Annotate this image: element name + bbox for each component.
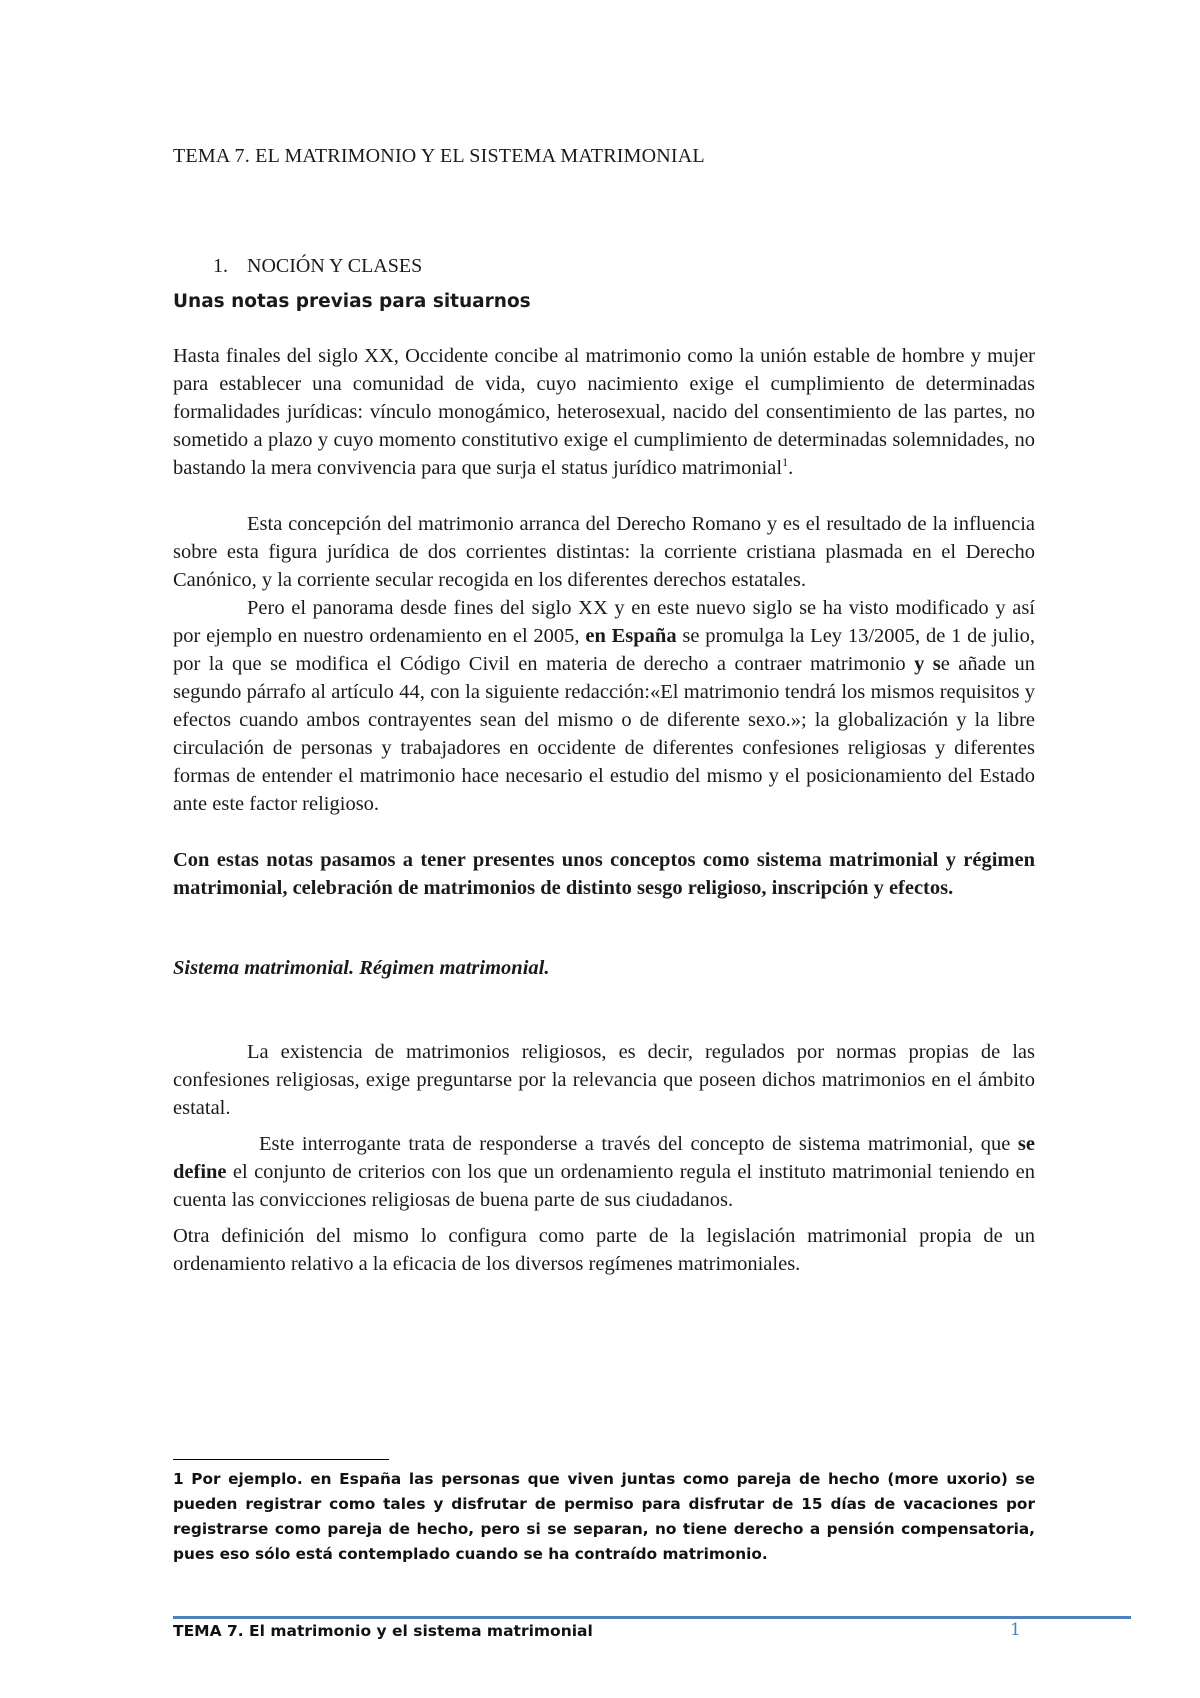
- paragraph-3-bold-1: en España: [585, 625, 677, 647]
- paragraph-5-part-2: el conjunto de criterios con los que un ordenamiento regula el instituto matrimonial teniendo en cuenta las convicciones religiosas de buena parte de sus ciudadanos.: [173, 1161, 1035, 1211]
- paragraph-3-part-1: Pero el panorama desde fines del siglo XX y en este nuevo siglo se ha visto modificado y así por ejemplo en nuestro ordenamiento en el 2005,: [173, 597, 1035, 647]
- bold-paragraph: Con estas notas pasamos a tener presentes unos conceptos como sistema matrimonial y régimen matrimonial, celebración de matrimonios de distinto sesgo religioso, inscripción y efectos.: [173, 849, 1035, 899]
- paragraph-3-part-3: e añade un segundo párrafo al artículo 44, con la siguiente redacción:«El matrimonio tendrá los mismos requisitos y efectos cuando ambos contrayentes sean del mismo o de diferente sexo.»; la globalización y la libre circulación de personas y trabajadores en occidente de diferentes confesiones religiosas y diferentes formas de entender el matrimonio hace necesario el estudio del mismo y el posicionamiento del Estado ante este factor religioso.: [173, 653, 1035, 815]
- paragraph-5-part-1: Este interrogante trata de responderse a través del concepto de sistema matrimonial, que: [259, 1133, 1018, 1155]
- paragraph-3-part-2: se promulga la Ley 13/2005, de 1 de julio, por la que se modifica el Código Civil en materia de derecho a contraer matrimonio: [173, 625, 1035, 675]
- paragraph-1-text: Hasta finales del siglo XX, Occidente concibe al matrimonio como la unión estable de hombre y mujer para establecer una comunidad de vida, cuyo nacimiento exige el cumplimiento de determinadas formalidades jurídicas: vínculo monogámico, heterosexual, nacido del consentimiento de las partes, no sometido a plazo y cuyo momento constitutivo exige el cumplimiento de determinadas solemnidades, no bastando la mera convivencia para que surja el status jurídico matrimonial: [173, 345, 1035, 479]
- paragraph-2: Esta concepción del matrimonio arranca del Derecho Romano y es el resultado de la influencia sobre esta figura jurídica de dos corrientes distintas: la corriente cristiana plasmada en el Derecho Canónico, y la corriente secular recogida en los diferentes derechos estatales.: [173, 513, 1035, 591]
- section-title: NOCIÓN Y CLASES: [247, 255, 423, 277]
- paragraph-3-bold-2: y s: [914, 653, 941, 675]
- paragraph-6: Otra definición del mismo lo configura como parte de la legislación matrimonial propia de un ordenamiento relativo a la eficacia de los diversos regímenes matrimoniales.: [173, 1225, 1035, 1275]
- paragraph-5-bold: se define: [173, 1133, 1035, 1183]
- footer-rule: [173, 1616, 1131, 1619]
- page-number: 1: [1010, 1620, 1021, 1640]
- footnote-reference[interactable]: 1: [782, 455, 789, 470]
- paragraph-4: La existencia de matrimonios religiosos, es decir, regulados por normas propias de las confesiones religiosas, exige preguntarse por la relevancia que poseen dichos matrimonios en el ámbito estatal.: [173, 1041, 1035, 1119]
- document-title: TEMA 7. EL MATRIMONIO Y EL SISTEMA MATRIMONIAL: [173, 145, 705, 167]
- page-content: [173, 142, 1035, 1278]
- footnote: 1 Por ejemplo. en España las personas que viven juntas como pareja de hecho (more uxorio) se pueden registrar como tales y disfrutar de permiso para disfrutar de 15 días de vacaciones por registrarse como pareja de hecho, pero si se separan, no tiene derecho a pensión compensatoria, pues eso sólo está contemplado cuando se ha contraído matrimonio.: [173, 1470, 1035, 1563]
- paragraph-1: [173, 342, 1035, 482]
- footer-text: TEMA 7. El matrimonio y el sistema matrimonial: [173, 1622, 593, 1640]
- italic-heading: Sistema matrimonial. Régimen matrimonial.: [173, 957, 550, 979]
- subheading: Unas notas previas para situarnos: [173, 291, 531, 312]
- paragraph-5: [173, 1130, 1035, 1214]
- footnote-separator: [173, 1459, 389, 1460]
- section-number: 1.: [213, 255, 228, 277]
- paragraph-3: [173, 594, 1035, 818]
- section-heading: [173, 252, 1035, 280]
- paragraph-1-end: .: [788, 457, 794, 479]
